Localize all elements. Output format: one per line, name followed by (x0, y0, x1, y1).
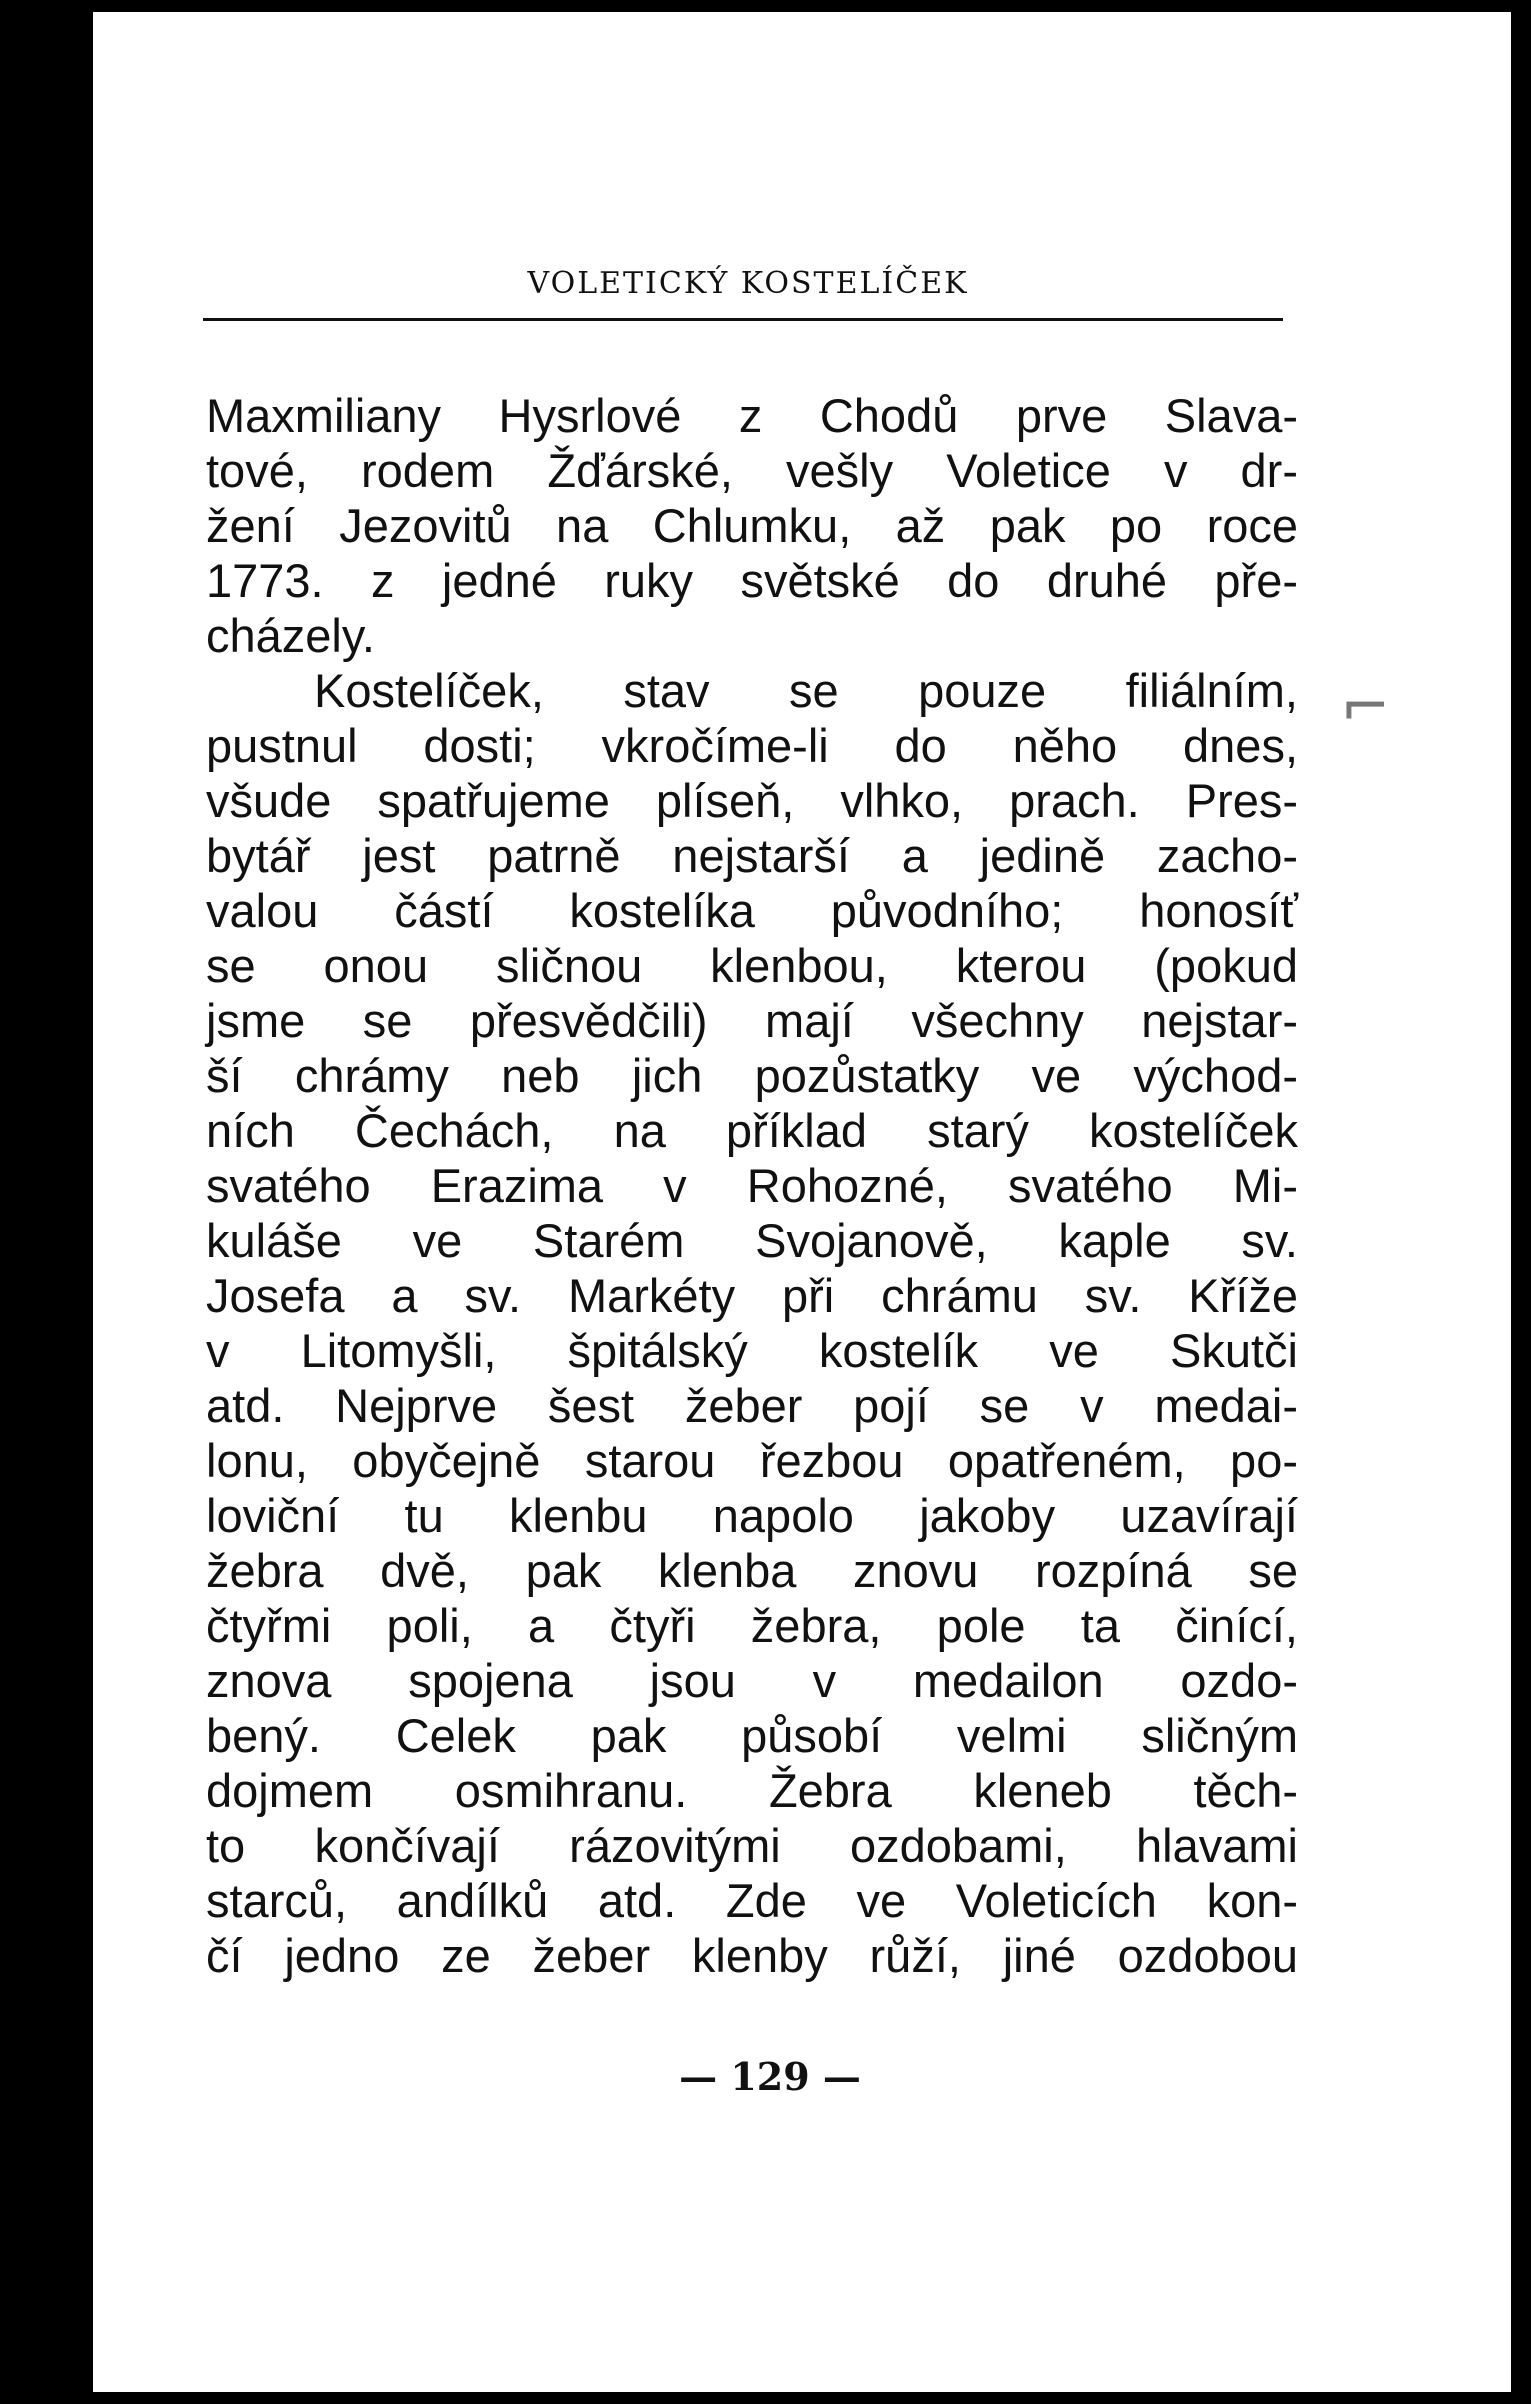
text-line: Kostelíček, stav se pouze filiálním, (314, 664, 1298, 717)
text-line: Josefa a sv. Markéty při chrámu sv. Kříže (206, 1269, 1298, 1322)
text-line: ních Čechách, na příklad starý kostelíček (206, 1104, 1298, 1157)
running-head: VOLETICKÝ KOSTELÍČEK (527, 266, 969, 301)
text-line: znova spojena jsou v medailon ozdo- (206, 1654, 1298, 1707)
text-line: kuláše ve Starém Svojanově, kaple sv. (206, 1214, 1298, 1267)
text-line: tové, rodem Žďárské, vešly Voletice v dr- (206, 444, 1298, 497)
text-line: čí jedno ze žeber klenby růží, jiné ozdobou (206, 1929, 1298, 1982)
text-line: starců, andílků atd. Zde ve Voleticích kon- (206, 1874, 1298, 1927)
text-line: se onou sličnou klenbou, kterou (pokud (206, 939, 1298, 992)
text-line: všude spatřujeme plíseň, vlhko, prach. Pres- (206, 774, 1298, 827)
text-line: cházely. (206, 609, 375, 662)
text-line: atd. Nejprve šest žeber pojí se v medai- (206, 1379, 1298, 1432)
page-number: — 129 — (679, 2054, 861, 2099)
text-line: svatého Erazima v Rohozné, svatého Mi- (206, 1159, 1298, 1212)
text-line: čtyřmi poli, a čtyři žebra, pole ta činící, (206, 1599, 1298, 1652)
margin-bracket-mark: ⌐ (1340, 672, 1391, 742)
header-rule (203, 318, 1283, 321)
text-line: bený. Celek pak působí velmi sličným (206, 1709, 1298, 1762)
text-line: to končívají rázovitými ozdobami, hlavami (206, 1819, 1298, 1872)
text-line: pustnul dosti; vkročíme-li do něho dnes, (206, 719, 1298, 772)
text-line: dojmem osmihranu. Žebra kleneb těch- (206, 1764, 1298, 1817)
text-line: v Litomyšli, špitálský kostelík ve Skutči (206, 1324, 1298, 1377)
left-binding-edge (0, 0, 93, 2404)
text-line: ší chrámy neb jich pozůstatky ve východ- (206, 1049, 1298, 1102)
text-line: 1773. z jedné ruky světské do druhé pře- (206, 554, 1298, 607)
right-page-edge (1511, 0, 1531, 2404)
text-line: Maxmiliany Hysrlové z Chodů prve Slava- (206, 389, 1298, 442)
text-line: jsme se přesvědčili) mají všechny nejstar- (206, 994, 1298, 1047)
text-line: loviční tu klenbu napolo jakoby uzavírají (206, 1489, 1298, 1542)
text-line: bytář jest patrně nejstarší a jedině zacho- (206, 829, 1298, 882)
text-line: žebra dvě, pak klenba znovu rozpíná se (206, 1544, 1298, 1597)
text-line: lonu, obyčejně starou řezbou opatřeném, po- (206, 1434, 1298, 1487)
text-line: žení Jezovitů na Chlumku, až pak po roce (206, 499, 1298, 552)
body-text (206, 388, 1298, 1983)
text-line: valou částí kostelíka původního; honosíť (206, 884, 1298, 937)
